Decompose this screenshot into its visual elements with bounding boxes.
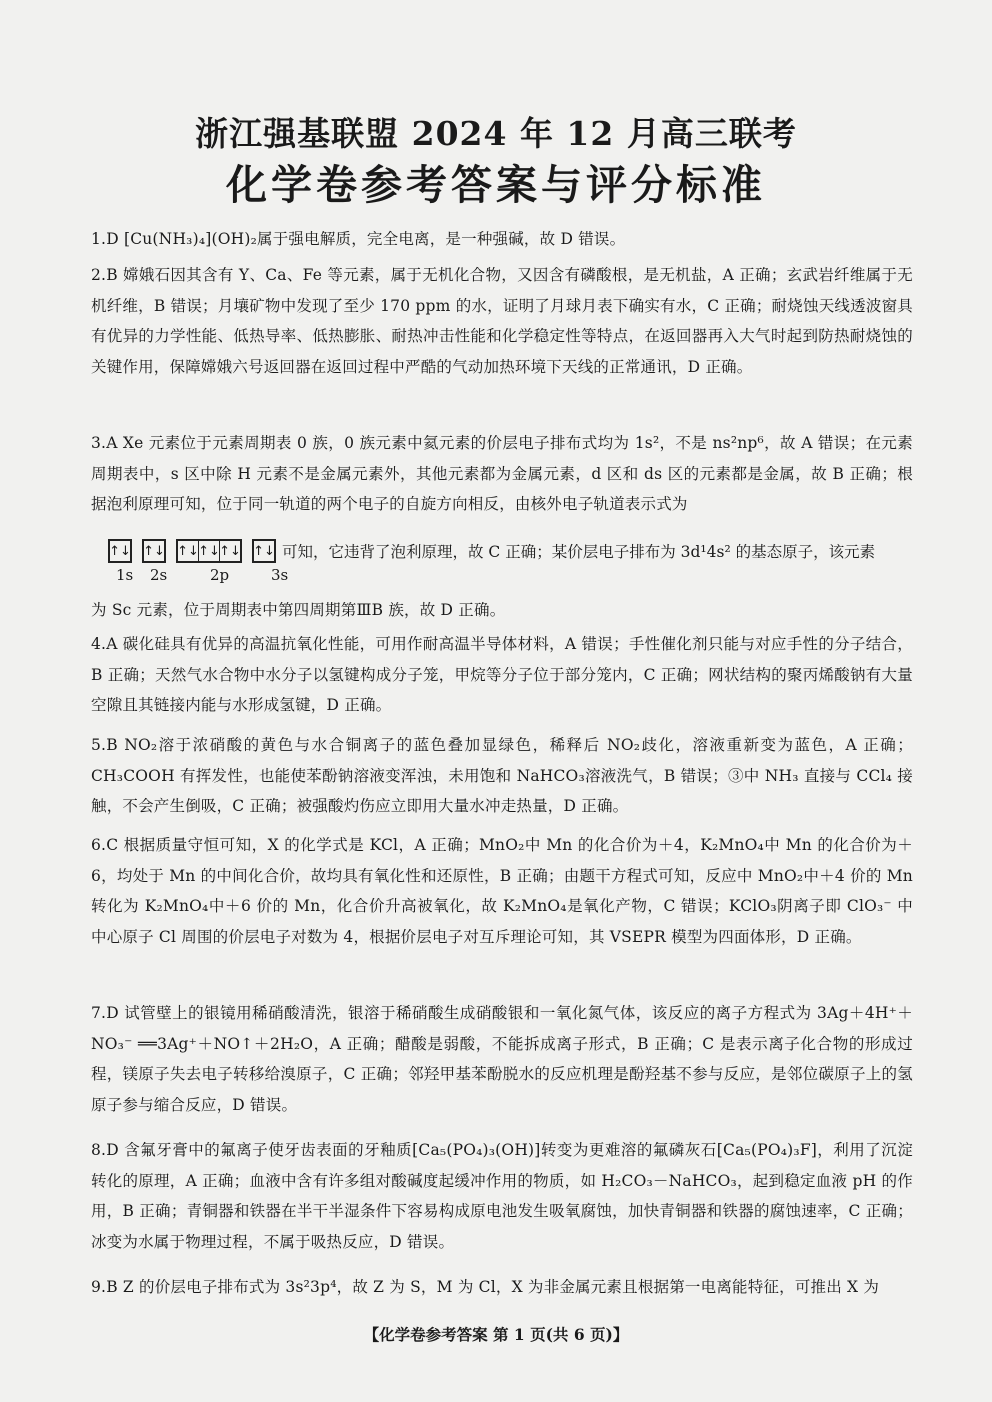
- orbital-cell: ↑↓: [219, 543, 241, 559]
- orbital-cell: ↑↓: [109, 543, 131, 559]
- answer-q1-text: 1.D [Cu(NH₃)₄](OH)₂属于强电解质，完全电离，是一种强碱，故 D 错误。: [91, 230, 626, 248]
- answer-q3-text-part2: 可知，它违背了泡利原理，故 C 正确；某价层电子排布为 3d¹4s² 的基态原子，该元素: [282, 543, 876, 561]
- orbital-box-3s: [252, 539, 276, 563]
- orbital-label-2p: 2p: [210, 566, 230, 584]
- answer-q4: [91, 629, 913, 721]
- answer-q1: [91, 224, 913, 255]
- answer-q4-text: 4.A 碳化硅具有优异的高温抗氧化性能，可用作耐高温半导体材料，A 错误；手性催化剂只能与对应手性的分子结合，B 正确；天然气水合物中水分子以氢键构成分子笼，甲烷等分子位于部分笼内，C 正确；网状结构的聚丙烯酸钠有大量空隙且其链接内能与水形成氢键，D 正确。: [91, 635, 913, 715]
- answer-q5-text: 5.B NO₂溶于浓硝酸的黄色与水合铜离子的蓝色叠加显绿色，稀释后 NO₂歧化，溶液重新变为蓝色，A 正确；CH₃COOH 有挥发性，也能使苯酚钠溶液变浑浊，未用饱和 NaHCO₃溶液洗气，B 错误；③中 NH₃ 直接与 CCl₄ 接触，不会产生倒吸，C 正确；被强酸灼伤应立即用大量水冲走热量，D 正确。: [91, 736, 913, 816]
- page-footer: 【化学卷参考答案 第 1 页(共 6 页)】: [363, 1325, 629, 1344]
- answer-q6-text: 6.C 根据质量守恒可知，X 的化学式是 KCl，A 正确；MnO₂中 Mn 的化合价为＋4，K₂MnO₄中 Mn 的化合价为＋6，均处于 Mn 的中间化合价，故均具有氧化性和还原性，B 正确；由题干方程式可知，反应中 MnO₂中＋4 价的 Mn 转化为 K₂MnO₄中＋6 价的 Mn，化合价升高被氧化，故 K₂MnO₄是氧化产物，C 错误；KClO₃阴离子即 ClO₃⁻ 中中心原子 Cl 周围的价层电子对数为 4，根据价层电子对互斥理论可知，其 VSEPR 模型为四面体形，D 正确。: [91, 836, 913, 946]
- orbital-cell: ↑↓: [199, 541, 220, 561]
- answer-q9-text: 9.B Z 的价层电子排布式为 3s²3p⁴，故 Z 为 S，M 为 Cl，X 为非金属元素且根据第一电离能特征，可推出 X 为: [91, 1278, 880, 1296]
- orbital-box-2p: [176, 539, 242, 563]
- answer-q8: [91, 1135, 913, 1257]
- answer-q9: [91, 1272, 913, 1303]
- answer-q2-text: 2.B 嫦娥石因其含有 Y、Ca、Fe 等元素，属于无机化合物，又因含有磷酸根，是无机盐，A 正确；玄武岩纤维属于无机纤维，B 错误；月壤矿物中发现了至少 170 ppm 的水，证明了月球月表下确实有水，C 正确；耐烧蚀天线透波窗具有优异的力学性能、低热导率、低热膨胀、耐热冲击性能和化学稳定性等特点，在返回器再入大气时起到防热耐烧蚀的关键作用，保障嫦娥六号返回器在返回过程中严酷的气动加热环境下天线的正常通讯，D 正确。: [91, 266, 913, 376]
- answer-q7-text: 7.D 试管壁上的银镜用稀硝酸清洗，银溶于稀硝酸生成硝酸银和一氧化氮气体，该反应的离子方程式为 3Ag＋4H⁺＋NO₃⁻ ══3Ag⁺＋NO↑＋2H₂O，A 正确；醋酸是弱酸，不能拆成离子形式，B 正确；C 是表示离子化合物的形成过程，镁原子失去电子转移给溴原子，C 正确；邻羟甲基苯酚脱水的反应机理是酚羟基不参与反应，是邻位碳原子上的氢原子参与缩合反应，D 错误。: [91, 1004, 913, 1114]
- orbital-diagram: [108, 536, 875, 566]
- answer-q3-end: [91, 595, 913, 626]
- orbital-box-1s: [108, 539, 132, 563]
- orbital-cell: ↑↓: [143, 543, 165, 559]
- answer-q6: [91, 830, 913, 952]
- orbital-label-3s: 3s: [271, 566, 289, 584]
- answer-q2: [91, 260, 913, 382]
- answer-q3-text-part1: 3.A Xe 元素位于元素周期表 0 族，0 族元素中氦元素的价层电子排布式均为 1s²，不是 ns²np⁶，故 A 错误；在元素周期表中，s 区中除 H 元素不是金属元素外，其他元素都为金属元素，d 区和 ds 区的元素都是金属，故 B 正确；根据泡利原理可知，位于同一轨道的两个电子的自旋方向相反，由核外电子轨道表示式为: [91, 434, 913, 514]
- answer-q8-text: 8.D 含氟牙膏中的氟离子使牙齿表面的牙釉质[Ca₅(PO₄)₃(OH)]转变为更难溶的氟磷灰石[Ca₅(PO₄)₃F]，利用了沉淀转化的原理，A 正确；血液中含有许多组对酸碱度起缓冲作用的物质，如 H₂CO₃－NaHCO₃，起到稳定血液 pH 的作用，B 正确；青铜器和铁器在半干半湿条件下容易构成原电池发生吸氧腐蚀，加快青铜器和铁器的腐蚀速率，C 正确；冰变为水属于物理过程，不属于吸热反应，D 错误。: [91, 1141, 913, 1251]
- title-line1: 浙江强基联盟 2024 年 12 月高三联考: [195, 114, 797, 153]
- answer-q3-text-part3: 为 Sc 元素，位于周期表中第四周期第ⅢB 族，故 D 正确。: [91, 601, 506, 619]
- orbital-box-2s: [142, 539, 166, 563]
- answer-q7: [91, 998, 913, 1120]
- answer-q3: [91, 428, 913, 520]
- orbital-cell: ↑↓: [253, 543, 275, 559]
- orbital-label-2s: 2s: [150, 566, 168, 584]
- orbital-cell: ↑↓: [178, 541, 199, 561]
- orbital-label-1s: 1s: [116, 566, 134, 584]
- answer-q5: [91, 730, 913, 822]
- title-line2: 化学卷参考答案与评分标准: [226, 161, 766, 209]
